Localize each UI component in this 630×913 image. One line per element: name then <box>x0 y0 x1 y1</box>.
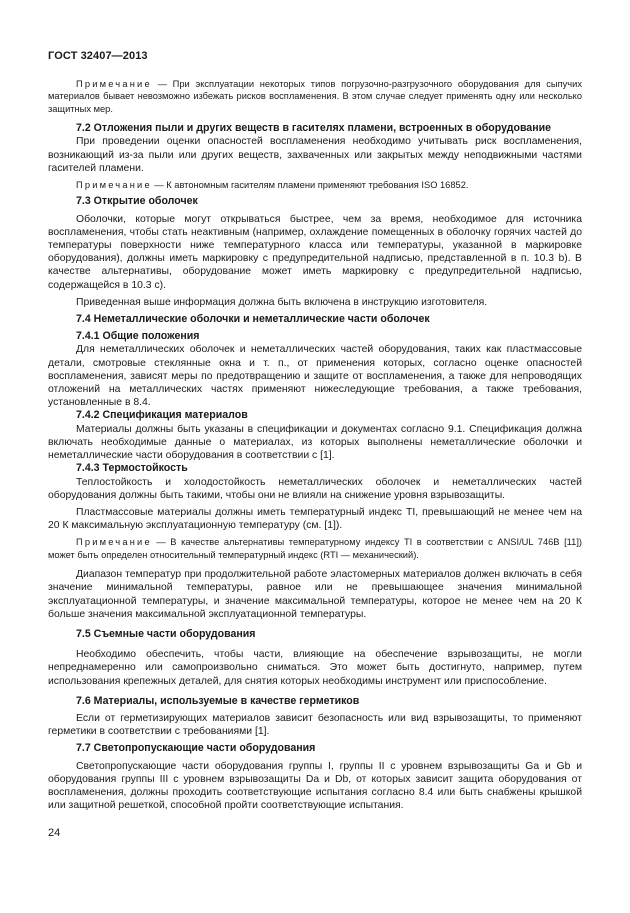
standard-code-header: ГОСТ 32407—2013 <box>48 50 148 62</box>
note-label: Примечание <box>76 79 152 89</box>
spacer <box>48 641 582 648</box>
body-paragraph: Оболочки, которые могут открываться быстрее, чем за время, необходимое для источника воспламенения, чтобы стать неактивным (например, охлаждение помещенных в оболочку горячих частей до температуры поверхности ниже температурного класса или температуры, указанной в маркировке оборудования), должны иметь маркировку с предупредительной надписью, представленной в п. 10.3 b). В качестве альтернативы, оборудование может иметь маркировку с предупредительной надписью, содержащейся в 10.3 c). <box>48 213 582 291</box>
spacer <box>48 561 582 568</box>
note-label: Примечание <box>76 180 152 191</box>
document-body <box>48 78 582 812</box>
section-heading: 7.4 Неметаллические оболочки и неметаллические части оболочек <box>76 313 430 326</box>
section-heading: 7.4.2 Спецификация материалов <box>76 409 248 422</box>
body-paragraph: Диапазон температур при продолжительной работе эластомерных материалов должен включать в себя значение минимальной температуры, равное или не превышающее значения минимальной эксплуатационной температуры, и значение максимальной температуры, которое не менее чем на 20 К больше значения максимальной эксплуатационной температуры. <box>48 569 582 620</box>
section-heading: 7.2 Отложения пыли и других веществ в гасителях пламени, встроенных в оборудование <box>76 122 552 135</box>
note-paragraph <box>48 78 582 115</box>
section-heading: 7.4.3 Термостойкость <box>76 462 188 475</box>
body-paragraph: Приведенная выше информация должна быть включена в инструкцию изготовителя. <box>76 296 488 308</box>
section-heading: 7.7 Светопропускающие части оборудования <box>76 742 316 755</box>
note-text: — К автономным гасителям пламени применяют требования ISO 16852. <box>151 180 469 191</box>
body-paragraph: Для неметаллических оболочек и неметаллических частей оборудования, таких как пластмассовые детали, смотровые стеклянные окна и т. п., от применения которых, согласно оценке опасностей воспламенения, зависят меры по предотвращению и защите от воспламенения, а также для непроводящих отложений на металлических частях применяют нижеследующие требования, а также требования, установленные в 8.4. <box>48 344 582 409</box>
body-paragraph: Материалы должны быть указаны в спецификации и документах согласно 9.1. Спецификация должна включать необходимые данные о материалах, из которых выполнены неметаллические оболочки и неметаллические части оборудования в соответствии с [1]. <box>48 423 582 462</box>
body-paragraph: Теплостойкость и холодостойкость неметаллических оболочек и неметаллических частей оборудования должны быть такими, чтобы они не влияли на снижение уровня взрывозащиты. <box>48 476 582 501</box>
note-text: — В качестве альтернативы температурному индексу TI в соответствии с ANSI/UL 746B [11]) может быть определен относительный температурный индекс (RTI — механический). <box>48 537 582 560</box>
body-paragraph: Пластмассовые материалы должны иметь температурный индекс TI, превышающий не менее чем на 20 К максимальную эксплуатационную температуру (см. [1]). <box>48 506 582 532</box>
section-heading: 7.5 Съемные части оборудования <box>76 627 256 640</box>
section-heading: 7.3 Открытие оболочек <box>76 195 198 208</box>
section-heading: 7.4.1 Общие положения <box>76 330 200 343</box>
note-text: — При эксплуатации некоторых типов погрузочно-разгрузочного оборудования для сыпучих материалов бывает невозможно избежать рисков воспламенения. В этом случае следует применять одну или несколько защитных мер. <box>48 79 582 114</box>
spacer <box>48 115 582 122</box>
page-number: 24 <box>48 827 61 839</box>
body-paragraph: Если от герметизирующих материалов зависит безопасность или вид взрывозащиты, то применяют герметики в соответствии с требованиями [1]. <box>48 712 582 738</box>
note-paragraph <box>48 536 582 561</box>
note-paragraph <box>48 179 582 191</box>
body-paragraph: Необходимо обеспечить, чтобы части, влияющие на обеспечение взрывозащиты, не могли непреднамеренно или самопроизвольно сниматься. Это может быть достигнуто, например, путем использования крепежных деталей, для снятия которых необходимы инструмент или приспособление. <box>48 649 582 687</box>
section-heading: 7.6 Материалы, используемые в качестве герметиков <box>76 694 360 707</box>
spacer <box>48 621 582 628</box>
body-paragraph: Светопропускающие части оборудования группы I, группы II с уровнем взрывозащиты Ga и Gb и оборудования группы III с уровнем взрывозащиты Da и Db, от которых зависит защита оборудования от воспламенения, должны проходить соответствующие испытания согласно 8.4 или быть снабжены крышкой или защитной решеткой, способной пройти соответствующие испытания. <box>48 760 582 812</box>
spacer <box>48 688 582 695</box>
note-label: Примечание <box>76 537 152 548</box>
body-paragraph: При проведении оценки опасностей воспламенения необходимо учитывать риск воспламенения, возникающий из-за пыли или других веществ, захваченных или закрытых между неподвижными частями гасителей пламени. <box>48 136 582 174</box>
